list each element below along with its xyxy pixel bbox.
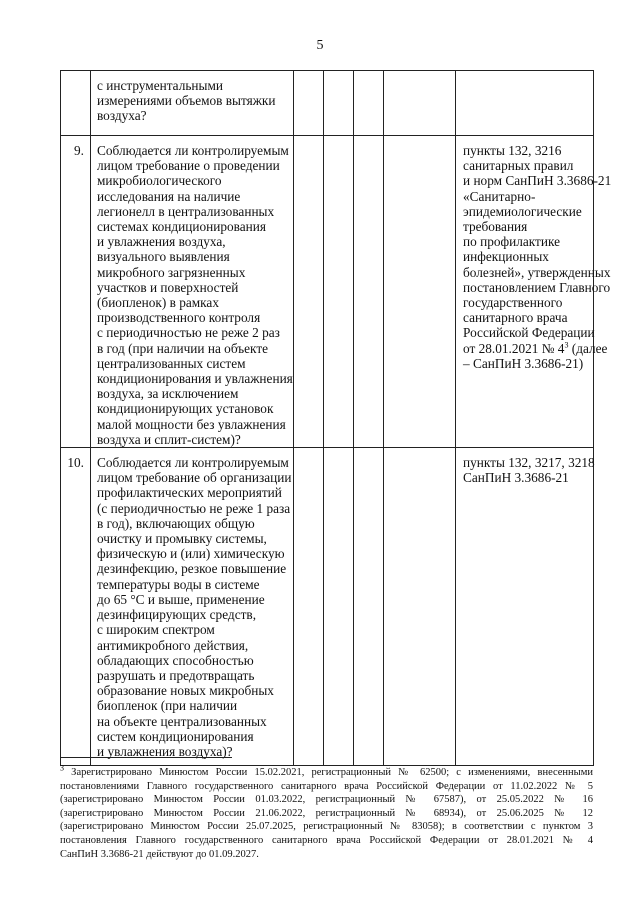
text-line: физическую и (или) химическую	[97, 546, 285, 562]
text-line: малой мощности без увлажнения	[97, 416, 286, 432]
answer-cell-na	[354, 71, 384, 136]
text-line: инфекционных	[463, 249, 549, 265]
text-line: разрушать и предотвращать	[97, 667, 255, 683]
text-line: пункты 132, 3217, 3218	[463, 455, 595, 471]
text-line: визуального выявления	[97, 249, 230, 265]
text-line: Соблюдается ли контролируемым	[97, 143, 289, 158]
reference-cell	[456, 71, 594, 136]
text-line: государственного	[463, 295, 563, 311]
footnote-first-line	[60, 763, 593, 780]
text-line: лицом требование о проведении	[97, 158, 280, 174]
text-line: (зарегистрировано Минюстом России 25.07.2025, регистрационный № 83058); в соответствии с пунктом 3	[60, 821, 593, 833]
text-line: в год (при наличии на объекте	[97, 340, 269, 356]
text-line: (с периодичностью не реже 1 раза	[97, 500, 291, 516]
question-cell	[91, 448, 294, 766]
text-line: (биопленок) в рамках	[97, 295, 219, 311]
text-line: до 65 °С и выше, применение	[97, 591, 265, 607]
reference-cell	[456, 136, 612, 448]
row-number: 9.	[61, 136, 91, 448]
note-cell	[384, 448, 456, 766]
question-cell	[91, 71, 294, 136]
text-line: микробного загрязненных	[97, 264, 246, 280]
text-line: обладающих способностью	[97, 652, 254, 668]
reference-text	[463, 455, 595, 486]
text-line: участков и поверхностей	[97, 279, 239, 295]
footnote-separator	[60, 757, 232, 758]
footnote-text: Зарегистрировано Минюстом России 15.02.2021, регистрационный № 62500; с изменениями, внесенными	[64, 767, 593, 778]
text-line: (зарегистрировано Минюстом России 01.03.2022, регистрационный № 67587), от 25.05.2022 № 16	[60, 794, 593, 806]
page-number: 5	[316, 38, 324, 53]
text-line: микробиологического	[97, 173, 222, 189]
question-text	[97, 143, 293, 447]
text-line: воздуха и сплит-систем)?	[97, 431, 241, 447]
text-line: Российской Федерации	[463, 325, 595, 341]
reference-text	[463, 143, 612, 341]
text-line: СанПиН 3.3686-21	[463, 470, 569, 486]
reference-text-part: (далее	[568, 340, 608, 356]
text-line: санитарных правил	[463, 158, 574, 174]
table-row-continuation	[61, 71, 594, 136]
reference-text-part: от 28.01.2021 № 4	[463, 340, 565, 356]
text-line: и норм СанПиН 3.3686-21	[463, 173, 612, 189]
answer-cell-yes	[294, 71, 324, 136]
text-line: температуры воды в системе	[97, 576, 260, 592]
text-line: системах кондиционирования	[97, 219, 267, 235]
answer-cell-no	[324, 448, 354, 766]
text-line: требования	[463, 219, 528, 235]
note-cell	[384, 71, 456, 136]
text-line: в год), включающих общую	[97, 515, 255, 531]
text-line: легионелл в централизованных	[97, 203, 275, 219]
text-line: эпидемиологические	[463, 203, 582, 219]
text-line: очистку и промывку системы,	[97, 531, 267, 547]
question-cell	[91, 136, 294, 448]
text-line: централизованных систем	[97, 355, 246, 371]
text-line: кондиционирующих установок	[97, 401, 274, 417]
note-cell	[384, 136, 456, 448]
text-line: систем кондиционирования	[97, 728, 254, 744]
table-row-10	[61, 448, 594, 766]
text-line: образование новых микробных	[97, 683, 274, 699]
cell-number	[61, 71, 91, 136]
text-line: и увлажнения воздуха,	[97, 234, 226, 250]
text-line: на объекте централизованных	[97, 713, 267, 729]
text-line: с периодичностью не реже 2 раз	[97, 325, 280, 341]
text-line: по профилактике	[463, 234, 561, 250]
inspection-checklist-table	[60, 70, 612, 766]
text-line: пункты 132, 3216	[463, 143, 562, 158]
text-line: биопленок (при наличии	[97, 698, 238, 714]
answer-cell-na	[354, 448, 384, 766]
text-line: санитарного врача	[463, 310, 568, 326]
text-line: лицом требование об организации	[97, 470, 292, 486]
text-line: с инструментальными	[97, 78, 223, 93]
question-text	[97, 455, 290, 759]
text-line: и увлажнения воздуха)?	[97, 743, 233, 759]
text-line: измерениями объемов вытяжки	[97, 93, 276, 109]
text-line: антимикробного действия,	[97, 637, 249, 653]
table-row-9	[61, 136, 594, 448]
text-line: профилактических мероприятий	[97, 485, 282, 501]
footnote-mark: 3	[564, 340, 569, 350]
text-line: производственного контроля	[97, 310, 261, 326]
footnote-mark: 3	[60, 763, 64, 773]
answer-cell-na	[354, 136, 384, 448]
text-line: постановлением Главного	[463, 279, 611, 295]
answer-cell-yes	[294, 136, 324, 448]
answer-cell-yes	[294, 448, 324, 766]
text-line: воздуха, за исключением	[97, 386, 239, 402]
footnote-last-line: СанПиН 3.3686-21 действуют до 01.09.2027.	[60, 848, 259, 860]
text-line: «Санитарно-	[463, 188, 536, 204]
reference-last-line	[463, 340, 608, 356]
text-line: с широким спектром	[97, 622, 215, 638]
text-line: болезней», утвержденных	[463, 264, 611, 280]
text-line: исследования на наличие	[97, 188, 241, 204]
reference-cell	[456, 448, 594, 766]
reference-abbreviation: – СанПиН 3.3686-21)	[463, 355, 584, 371]
text-line: воздуха?	[97, 108, 147, 124]
text-line: постановления Главного государственного санитарного врача Российской Федерации от 28.01.2021 № 4	[60, 834, 593, 846]
row-number: 10.	[61, 448, 91, 766]
text-line: постановлениями Главного государственного санитарного врача Российской Федерации от 11.02.2022 № 5	[60, 780, 593, 792]
text-line: Соблюдается ли контролируемым	[97, 455, 289, 471]
question-text	[97, 78, 290, 124]
text-line: кондиционирования и увлажнения	[97, 371, 293, 387]
text-line: (зарегистрировано Минюстом России 21.06.2022, регистрационный № 68934), от 25.06.2025 № 12	[60, 807, 593, 819]
answer-cell-no	[324, 71, 354, 136]
answer-cell-no	[324, 136, 354, 448]
text-line: дезинфицирующих средств,	[97, 607, 257, 623]
footnote	[60, 763, 593, 861]
text-line: дезинфекцию, резкое повышение	[97, 561, 287, 577]
